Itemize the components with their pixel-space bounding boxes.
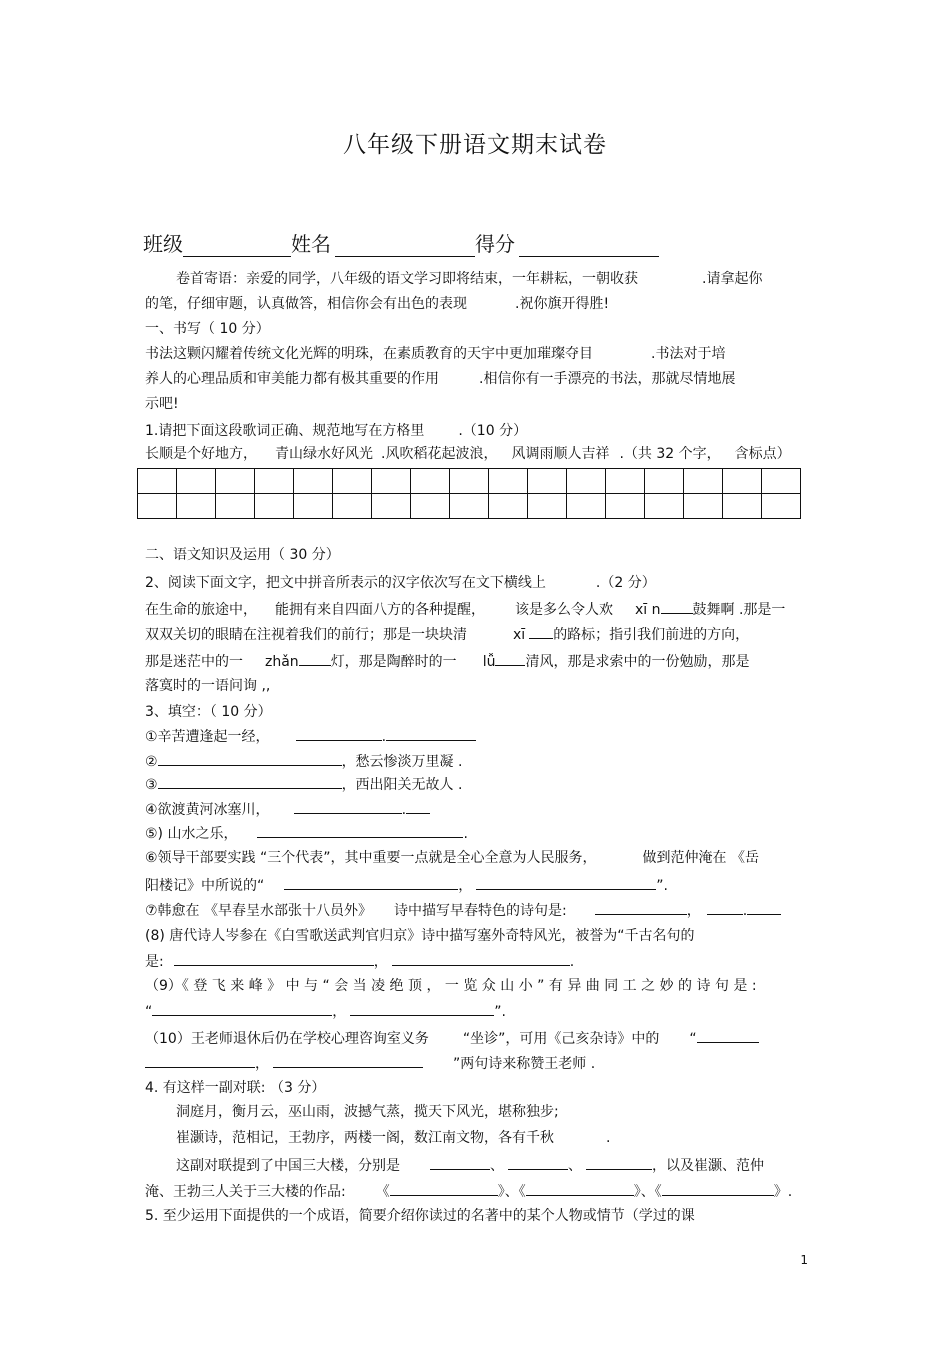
answer-blank[interactable] — [430, 1155, 490, 1170]
paragraph-line: 书法这颗闪耀着传统文化光辉的明珠，在素质教育的天宇中更加璀璨夺目 .书法对于培 — [145, 346, 726, 362]
fill-item: 是: ， . — [145, 951, 574, 971]
page-title: 八年级下册语文期末试卷 — [343, 132, 607, 158]
class-label: 班级 — [143, 232, 183, 256]
answer-blank[interactable] — [707, 900, 743, 915]
answer-blank[interactable] — [526, 1181, 634, 1196]
name-field[interactable] — [335, 234, 475, 257]
student-info-row — [143, 228, 659, 257]
grid-row — [138, 469, 801, 494]
name-label: 姓名 — [291, 232, 331, 256]
reading-line: 那是迷茫中的一 zhǎn 灯，那是陶醉时的一 lǚ 清风，那是求索中的一份勉励，那是 — [145, 651, 749, 671]
answer-blank[interactable] — [406, 799, 430, 814]
answer-blank[interactable] — [299, 651, 331, 666]
fill-item: ①辛苦遭逢起一经， . — [145, 726, 476, 746]
answer-blank[interactable] — [296, 726, 382, 741]
score-label: 得分 — [475, 232, 515, 256]
question-1: 1.请把下面这段歌词正确、规范地写在方格里 .（10 分） — [145, 423, 528, 439]
answer-blank[interactable] — [158, 774, 342, 789]
answer-blank[interactable] — [284, 875, 458, 890]
fill-item: ⑤) 山水之乐， . — [145, 823, 468, 843]
answer-blank[interactable] — [747, 900, 781, 915]
writing-grid[interactable] — [137, 468, 801, 519]
answer-blank[interactable] — [158, 751, 342, 766]
answer-blank[interactable] — [662, 1181, 774, 1196]
fill-item: （9）《 登 飞 来 峰 》 中 与 “ 会 当 凌 绝 顶 ， 一 览 众 山 小 ” 有 异 曲 同 工 之 妙 的 诗 句 是 : — [145, 978, 757, 994]
answer-blank[interactable] — [294, 799, 402, 814]
answer-blank[interactable] — [145, 1053, 255, 1068]
couplet-question: 淹、王勃三人关于三大楼的作品: 《 》、《 》、《 》. — [145, 1181, 792, 1201]
reading-line: 落寞时的一语问询 ,, — [145, 678, 271, 694]
answer-blank[interactable] — [273, 1053, 423, 1068]
answer-blank[interactable] — [174, 951, 374, 966]
couplet-question: 这副对联提到了中国三大楼，分别是 、 、 ，以及崔灏、范仲 — [176, 1155, 764, 1175]
answer-blank[interactable] — [257, 823, 463, 838]
answer-blank[interactable] — [392, 951, 570, 966]
preface-line: 的笔，仔细审题，认真做答，相信你会有出色的表现 .祝你旗开得胜! — [145, 296, 610, 312]
answer-blank[interactable] — [495, 651, 525, 666]
answer-blank[interactable] — [152, 1001, 332, 1016]
answer-blank[interactable] — [390, 1181, 498, 1196]
answer-blank[interactable] — [586, 1155, 652, 1170]
class-field[interactable] — [183, 234, 291, 257]
section-heading: 一、书写（ 10 分） — [145, 321, 270, 337]
fill-item: ， ”两句诗来称赞王老师 . — [145, 1053, 595, 1073]
fill-item: 阳楼记》中所说的“ ， ”. — [145, 875, 668, 895]
preface-line: 卷首寄语：亲爱的同学，八年级的语文学习即将结束，一年耕耘，一朝收获 .请拿起你 — [176, 271, 763, 287]
reading-line: 在生命的旅途中， 能拥有来自四面八方的各种提醒， 该是多么令人欢 xī n 鼓舞啊 .那是一 — [145, 599, 785, 619]
fill-item: ⑦韩愈在 《早春呈水部张十八员外》 诗中描写早春特色的诗句是: ， . — [145, 900, 781, 920]
reading-line: 双双关切的眼睛在注视着我们的前行；那是一块块清 xī 的路标；指引我们前进的方向， — [145, 624, 749, 644]
answer-blank[interactable] — [529, 624, 553, 639]
fill-item: ② ，愁云惨淡万里凝 . — [145, 751, 462, 771]
answer-blank[interactable] — [476, 875, 656, 890]
lyric-line: 长顺是个好地方， 青山绿水好风光 .风吹稻花起波浪， 风调雨顺人吉祥 .（共 32 个字， 含标点） — [145, 446, 791, 462]
answer-blank[interactable] — [595, 900, 687, 915]
answer-blank[interactable] — [508, 1155, 568, 1170]
question-5: 5. 至少运用下面提供的一个成语，简要介绍你读过的名著中的某个人物或情节（学过的课 — [145, 1208, 695, 1224]
answer-blank[interactable] — [350, 1001, 494, 1016]
fill-item: (8) 唐代诗人岑参在《白雪歌送武判官归京》诗中描写塞外奇特风光，被誉为“千古名句的 — [145, 928, 695, 944]
paragraph-line: 示吧! — [145, 396, 179, 412]
answer-blank[interactable] — [386, 726, 476, 741]
question-4: 4. 有这样一副对联: （3 分） — [145, 1080, 326, 1096]
fill-item: ⑥领导干部要实践 “三个代表”，其中重要一点就是全心全意为人民服务， 做到范仲淹在 《岳 — [145, 850, 759, 866]
couplet-line: 崔灏诗，范相记，王勃序，两楼一阁，数江南文物，各有千秋 . — [176, 1130, 611, 1146]
page-number: 1 — [800, 1253, 808, 1267]
paragraph-line: 养人的心理品质和审美能力都有极其重要的作用 .相信你有一手漂亮的书法，那就尽情地展 — [145, 371, 736, 387]
couplet-line: 洞庭月，衡月云，巫山雨，波撼气蒸，揽天下风光，堪称独步; — [176, 1104, 559, 1120]
score-field[interactable] — [519, 234, 659, 257]
question-3: 3、填空：（ 10 分） — [145, 704, 272, 720]
fill-item: （10）王老师退休后仍在学校心理咨询室义务 “坐诊”，可用《己亥杂诗》中的 “ — [145, 1028, 759, 1048]
answer-blank[interactable] — [697, 1028, 759, 1043]
grid-row — [138, 494, 801, 519]
question-2: 2、阅读下面文字，把文中拼音所表示的汉字依次写在文下横线上 .（2 分） — [145, 575, 656, 591]
answer-blank[interactable] — [661, 599, 693, 614]
section-heading: 二、语文知识及运用（ 30 分） — [145, 547, 340, 563]
fill-item: ③ ，西出阳关无故人 . — [145, 774, 462, 794]
fill-item: ④欲渡黄河冰塞川， . — [145, 799, 430, 819]
fill-item: “ ， ”. — [145, 1001, 506, 1021]
